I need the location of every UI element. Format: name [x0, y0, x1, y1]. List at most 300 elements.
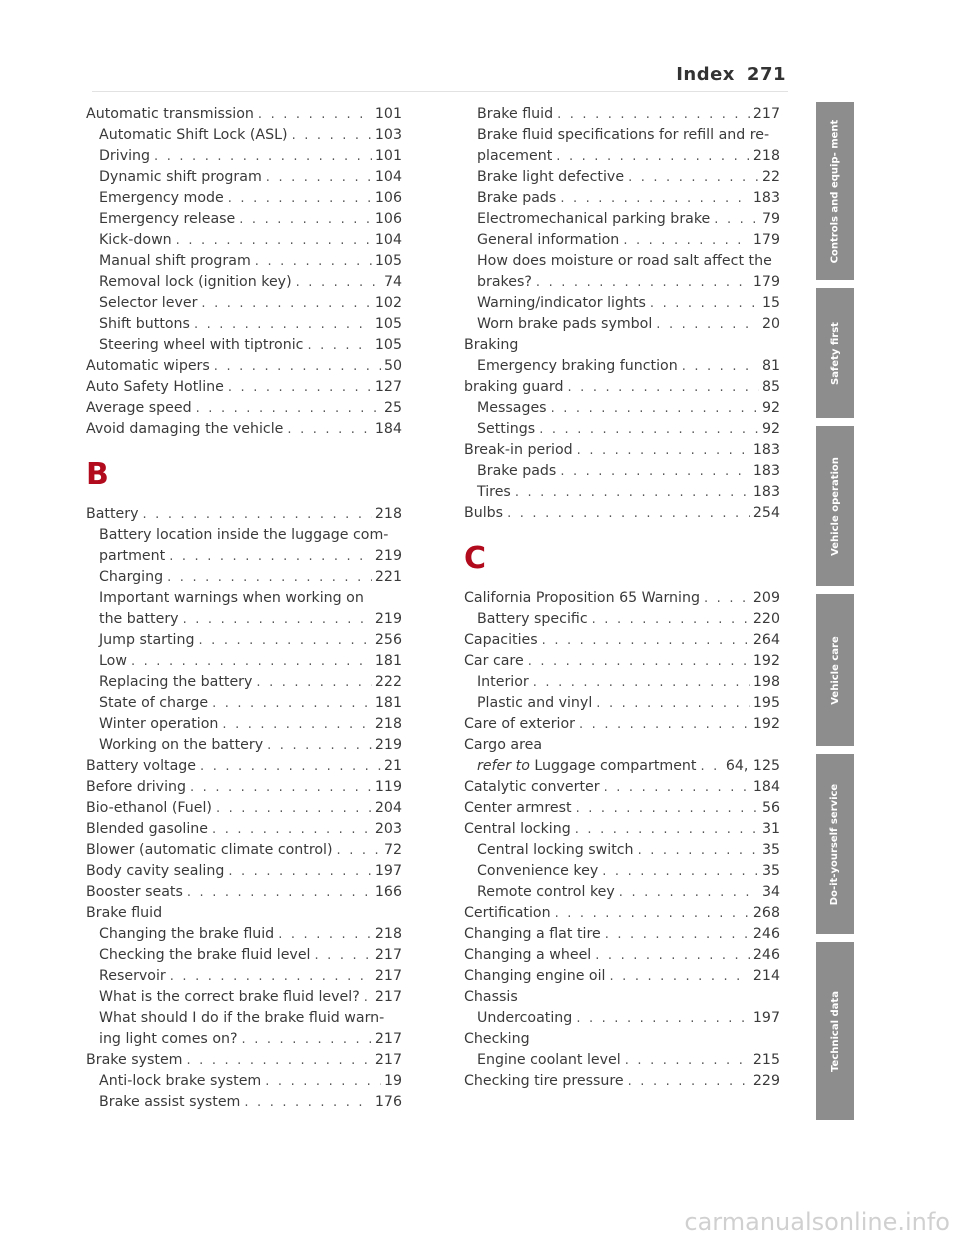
entry-label: Blended gasoline — [86, 821, 209, 837]
entry-page-number: 195 — [752, 695, 780, 711]
index-entry[interactable] — [464, 903, 780, 924]
section-tab[interactable] — [816, 426, 854, 586]
entry-page-number: 203 — [374, 821, 402, 837]
leader-dots — [567, 377, 758, 398]
index-subentry[interactable] — [464, 672, 780, 693]
index-entry[interactable] — [86, 104, 402, 125]
entry-page-number: 215 — [752, 1052, 780, 1068]
index-subentry[interactable] — [464, 882, 780, 903]
index-subentry-line: Brake fluid specifications for refill and re- — [477, 127, 770, 143]
index-subentry[interactable] — [464, 861, 780, 882]
index-subentry[interactable] — [86, 209, 402, 230]
leader-dots — [575, 819, 759, 840]
section-tab[interactable] — [816, 594, 854, 746]
index-subentry[interactable] — [86, 272, 402, 293]
header-title: Index — [676, 64, 735, 85]
index-entry[interactable] — [464, 503, 780, 524]
index-subentry[interactable] — [464, 167, 780, 188]
index-entry[interactable] — [464, 798, 780, 819]
entry-page-number: 256 — [374, 632, 402, 648]
leader-dots — [515, 482, 750, 503]
entry-page-number: 92 — [761, 421, 780, 437]
entry-label: the battery — [99, 611, 179, 627]
index-heading: Cargo area — [464, 737, 543, 753]
entry-label: Automatic Shift Lock (ASL) — [99, 127, 288, 143]
entry-label: Electromechanical parking brake — [477, 211, 711, 227]
index-heading: Chassis — [464, 989, 518, 1005]
index-subentry[interactable] — [464, 188, 780, 209]
leader-dots — [167, 567, 372, 588]
entry-page-number: 56 — [761, 800, 780, 816]
index-entry[interactable] — [86, 882, 402, 903]
entry-label: Car care — [464, 653, 524, 669]
entry-page-number: 119 — [374, 779, 402, 795]
leader-dots — [266, 167, 372, 188]
entry-page-number: 101 — [374, 106, 402, 122]
entry-label: placement — [477, 148, 553, 164]
leader-dots — [143, 504, 372, 525]
entry-label: California Proposition 65 Warning — [464, 590, 700, 606]
leader-dots — [212, 819, 372, 840]
index-subentry[interactable] — [86, 335, 402, 356]
entry-label: Avoid damaging the vehicle — [86, 421, 284, 437]
entry-page-number: 34 — [761, 884, 780, 900]
index-subentry[interactable] — [86, 167, 402, 188]
index-subentry[interactable] — [86, 987, 402, 1008]
entry-label: Manual shift program — [99, 253, 251, 269]
leader-dots — [628, 167, 759, 188]
entry-label: Brake system — [86, 1052, 183, 1068]
entry-label: Center armrest — [464, 800, 572, 816]
entry-label: What is the correct brake fluid level? — [99, 989, 360, 1005]
entry-page-number: 166 — [374, 884, 402, 900]
leader-dots — [154, 146, 372, 167]
leader-dots — [265, 1071, 381, 1092]
entry-label: Engine coolant level — [477, 1052, 621, 1068]
entry-label: Undercoating — [477, 1010, 573, 1026]
entry-label: Brake pads — [477, 463, 557, 479]
entry-label: Brake fluid — [477, 106, 554, 122]
entry-label: Charging — [99, 569, 164, 585]
index-subentry[interactable] — [464, 756, 780, 777]
leader-dots — [187, 882, 372, 903]
index-entry[interactable] — [86, 398, 402, 419]
entry-page-number: 104 — [374, 169, 402, 185]
entry-label: Low — [99, 653, 127, 669]
entry-page-number: 72 — [383, 842, 402, 858]
entry-page-number: 264 — [752, 632, 780, 648]
leader-dots — [602, 861, 759, 882]
entry-page-number: 218 — [374, 506, 402, 522]
index-heading: Brake fluid — [86, 905, 163, 921]
leader-dots — [183, 609, 372, 630]
index-subentry[interactable] — [464, 272, 780, 293]
index-subentry[interactable] — [464, 461, 780, 482]
index-subentry[interactable] — [86, 693, 402, 714]
index-subentry[interactable] — [86, 146, 402, 167]
entry-page-number: 81 — [761, 358, 780, 374]
entry-label: Working on the battery — [99, 737, 264, 753]
leader-dots — [200, 756, 381, 777]
section-tab-label: Vehicle operation — [829, 456, 841, 556]
entry-page-number: 268 — [752, 905, 780, 921]
index-subentry[interactable] — [464, 293, 780, 314]
entry-page-number: 219 — [374, 737, 402, 753]
entry-page-number: 15 — [761, 295, 780, 311]
entry-page-number: 219 — [374, 548, 402, 564]
entry-label: Battery specific — [477, 611, 588, 627]
entry-page-number: 22 — [761, 169, 780, 185]
leader-dots — [579, 714, 750, 735]
index-subentry-line: What should I do if the brake fluid warn- — [99, 1010, 385, 1026]
entry-page-number: 104 — [374, 232, 402, 248]
entry-page-number: 183 — [752, 484, 780, 500]
index-entry[interactable] — [464, 945, 780, 966]
entry-page-number: 102 — [374, 295, 402, 311]
index-entry[interactable] — [464, 924, 780, 945]
index-subentry[interactable] — [464, 314, 780, 335]
index-column-left — [86, 104, 402, 1113]
leader-dots — [315, 945, 372, 966]
index-subentry[interactable] — [86, 672, 402, 693]
leader-dots — [592, 609, 750, 630]
entry-page-number: 179 — [752, 232, 780, 248]
index-entry[interactable] — [464, 1071, 780, 1092]
section-tab-label: Technical data — [829, 990, 841, 1072]
index-subentry[interactable] — [86, 1071, 402, 1092]
entry-page-number: 183 — [752, 463, 780, 479]
entry-page-number: 217 — [374, 989, 402, 1005]
leader-dots — [258, 104, 372, 125]
leader-dots — [507, 503, 750, 524]
entry-label: Changing a flat tire — [464, 926, 601, 942]
leader-dots — [619, 882, 759, 903]
leader-dots — [650, 293, 759, 314]
entry-page-number: 214 — [752, 968, 780, 984]
entry-label: Driving — [99, 148, 151, 164]
index-entry[interactable] — [86, 840, 402, 861]
entry-page-number: 219 — [374, 611, 402, 627]
entry-label: Brake pads — [477, 190, 557, 206]
index-entry[interactable] — [86, 798, 402, 819]
index-subentry[interactable] — [86, 188, 402, 209]
index-subentry[interactable] — [464, 230, 780, 251]
index-heading: Checking — [464, 1031, 530, 1047]
index-subentry[interactable] — [464, 1008, 780, 1029]
header-rule — [92, 91, 788, 92]
leader-dots — [216, 798, 372, 819]
leader-dots — [190, 777, 372, 798]
section-letter: B — [86, 457, 109, 492]
leader-dots — [656, 314, 759, 335]
entry-page-number: 35 — [761, 842, 780, 858]
leader-dots — [533, 672, 750, 693]
entry-page-number: 217 — [374, 947, 402, 963]
leader-dots — [536, 272, 750, 293]
index-entry[interactable] — [86, 504, 402, 525]
entry-label: brakes? — [477, 274, 532, 290]
index-entry[interactable] — [464, 630, 780, 651]
index-entry[interactable] — [86, 777, 402, 798]
entry-page-number: 197 — [374, 863, 402, 879]
leader-dots — [194, 314, 372, 335]
entry-label: Interior — [477, 674, 529, 690]
index-subentry[interactable] — [464, 840, 780, 861]
leader-dots — [595, 945, 750, 966]
entry-label-text: Luggage compartment — [534, 758, 697, 774]
index-subentry[interactable] — [86, 293, 402, 314]
leader-dots — [170, 966, 372, 987]
entry-label: Emergency braking function — [477, 358, 678, 374]
entry-page-number: 217 — [374, 968, 402, 984]
leader-dots — [242, 1029, 372, 1050]
entry-page-number: 222 — [374, 674, 402, 690]
index-subentry[interactable] — [86, 609, 402, 630]
leader-dots — [201, 293, 371, 314]
leader-dots — [239, 209, 372, 230]
entry-page-number: 92 — [761, 400, 780, 416]
entry-page-number: 254 — [752, 505, 780, 521]
page-header — [466, 64, 786, 85]
leader-dots — [577, 440, 750, 461]
entry-page-number: 220 — [752, 611, 780, 627]
leader-dots — [228, 861, 372, 882]
entry-label: Brake assist system — [99, 1094, 241, 1110]
entry-label: Removal lock (ignition key) — [99, 274, 292, 290]
leader-dots — [267, 735, 372, 756]
leader-dots — [199, 630, 372, 651]
leader-dots — [714, 209, 759, 230]
leader-dots — [682, 356, 759, 377]
index-entry[interactable] — [464, 966, 780, 987]
entry-page-number: 64, 125 — [725, 758, 780, 774]
index-entry[interactable] — [464, 440, 780, 461]
entry-label: Worn brake pads symbol — [477, 316, 653, 332]
entry-page-number: 106 — [374, 211, 402, 227]
leader-dots — [625, 1050, 750, 1071]
leader-dots — [228, 377, 372, 398]
entry-page-number: 31 — [761, 821, 780, 837]
entry-page-number: 176 — [374, 1094, 402, 1110]
leader-dots — [169, 546, 372, 567]
index-subentry[interactable] — [464, 693, 780, 714]
leader-dots — [560, 461, 750, 482]
index-column-right — [464, 104, 780, 1092]
index-entry[interactable] — [464, 819, 780, 840]
entry-label: Warning/indicator lights — [477, 295, 646, 311]
entry-label: Emergency mode — [99, 190, 224, 206]
entry-page-number: 218 — [752, 148, 780, 164]
entry-label: Automatic transmission — [86, 106, 254, 122]
entry-page-number: 192 — [752, 653, 780, 669]
index-entry[interactable] — [86, 419, 402, 440]
index-subentry[interactable] — [86, 251, 402, 272]
index-entry[interactable] — [464, 377, 780, 398]
index-subentry[interactable] — [86, 230, 402, 251]
entry-label: Brake light defective — [477, 169, 625, 185]
section-tab-label: Controls and equip- ment — [829, 119, 841, 263]
entry-page-number: 181 — [374, 653, 402, 669]
entry-label: Replacing the battery — [99, 674, 253, 690]
index-entry[interactable] — [86, 377, 402, 398]
entry-page-number: 21 — [383, 758, 402, 774]
index-subentry[interactable] — [86, 651, 402, 672]
index-subentry[interactable] — [86, 945, 402, 966]
entry-label: Settings — [477, 421, 536, 437]
index-entry[interactable] — [464, 651, 780, 672]
entry-label: Kick-down — [99, 232, 172, 248]
index-subentry[interactable] — [464, 209, 780, 230]
entry-page-number: 218 — [374, 926, 402, 942]
entry-page-number: 85 — [761, 379, 780, 395]
leader-dots — [556, 146, 750, 167]
index-entry[interactable] — [86, 861, 402, 882]
index-subentry[interactable] — [464, 104, 780, 125]
entry-page-number: 217 — [374, 1031, 402, 1047]
entry-label: General information — [477, 232, 620, 248]
section-tab[interactable] — [816, 102, 854, 280]
leader-dots — [542, 630, 750, 651]
section-tab[interactable] — [816, 288, 854, 418]
entry-label: Changing a wheel — [464, 947, 592, 963]
entry-page-number: 181 — [374, 695, 402, 711]
entry-label: Dynamic shift program — [99, 169, 262, 185]
section-tab-label: Vehicle care — [829, 635, 841, 705]
leader-dots — [364, 987, 372, 1008]
entry-label: Before driving — [86, 779, 187, 795]
index-subentry[interactable] — [86, 714, 402, 735]
section-tab[interactable] — [816, 942, 854, 1120]
leader-dots — [296, 272, 381, 293]
entry-label: partment — [99, 548, 166, 564]
entry-page-number: 50 — [383, 358, 402, 374]
index-subentry[interactable] — [86, 735, 402, 756]
leader-dots — [287, 419, 372, 440]
entry-label: Changing the brake fluid — [99, 926, 275, 942]
leader-dots — [551, 398, 759, 419]
entry-label: Checking the brake fluid level — [99, 947, 311, 963]
index-entry[interactable] — [464, 777, 780, 798]
entry-page-number: 246 — [752, 947, 780, 963]
entry-label: Automatic wipers — [86, 358, 210, 374]
index-subentry[interactable] — [86, 1029, 402, 1050]
entry-page-number: 183 — [752, 442, 780, 458]
index-subentry[interactable] — [86, 567, 402, 588]
index-entry[interactable] — [464, 714, 780, 735]
index-subentry[interactable] — [464, 398, 780, 419]
index-subentry[interactable] — [86, 966, 402, 987]
section-letter: C — [464, 541, 487, 576]
index-subentry[interactable] — [86, 630, 402, 651]
entry-label: Blower (automatic climate control) — [86, 842, 333, 858]
entry-label: Selector lever — [99, 295, 198, 311]
index-subentry-line: Important warnings when working on — [99, 590, 364, 606]
index-subentry[interactable] — [464, 356, 780, 377]
entry-label: Plastic and vinyl — [477, 695, 593, 711]
entry-page-number: 184 — [752, 779, 780, 795]
refer-to-text: refer to — [477, 758, 530, 774]
index-subentry[interactable] — [86, 314, 402, 335]
entry-label: braking guard — [464, 379, 564, 395]
leader-dots — [214, 356, 381, 377]
index-subentry[interactable] — [464, 146, 780, 167]
index-subentry[interactable] — [464, 1050, 780, 1071]
index-entry[interactable] — [86, 1050, 402, 1071]
entry-label: Winter operation — [99, 716, 219, 732]
entry-label: Tires — [477, 484, 511, 500]
entry-page-number: 19 — [383, 1073, 402, 1089]
entry-label: Battery voltage — [86, 758, 197, 774]
leader-dots — [244, 1092, 372, 1113]
entry-page-number: 192 — [752, 716, 780, 732]
index-subentry[interactable] — [464, 419, 780, 440]
index-entry[interactable] — [86, 756, 402, 777]
entry-page-number: 179 — [752, 274, 780, 290]
leader-dots — [187, 1050, 372, 1071]
index-entry[interactable] — [86, 819, 402, 840]
index-subentry[interactable] — [86, 1092, 402, 1113]
entry-label: Care of exterior — [464, 716, 575, 732]
leader-dots — [307, 335, 371, 356]
index-subentry[interactable] — [464, 609, 780, 630]
leader-dots — [605, 924, 750, 945]
entry-page-number: 25 — [383, 400, 402, 416]
entry-label: Central locking — [464, 821, 571, 837]
entry-page-number: 105 — [374, 316, 402, 332]
section-tab[interactable] — [816, 754, 854, 934]
entry-page-number: 221 — [374, 569, 402, 585]
leader-dots — [255, 251, 372, 272]
entry-label: Certification — [464, 905, 551, 921]
leader-dots — [704, 588, 750, 609]
entry-label: Battery — [86, 506, 139, 522]
leader-dots — [131, 651, 372, 672]
leader-dots — [628, 1071, 750, 1092]
entry-page-number: 103 — [374, 127, 402, 143]
entry-label: Changing engine oil — [464, 968, 606, 984]
index-subentry[interactable] — [464, 482, 780, 503]
index-subentry[interactable] — [86, 924, 402, 945]
entry-page-number: 105 — [374, 337, 402, 353]
entry-label: Steering wheel with tiptronic — [99, 337, 304, 353]
entry-label: Checking tire pressure — [464, 1073, 624, 1089]
entry-page-number: 229 — [752, 1073, 780, 1089]
leader-dots — [176, 230, 372, 251]
entry-label: Central locking switch — [477, 842, 634, 858]
index-heading: Braking — [464, 337, 519, 353]
page-number: 271 — [746, 64, 786, 85]
entry-label: Shift buttons — [99, 316, 190, 332]
entry-page-number: 127 — [374, 379, 402, 395]
entry-page-number: 204 — [374, 800, 402, 816]
index-entry[interactable] — [464, 588, 780, 609]
leader-dots — [560, 188, 750, 209]
entry-page-number: 217 — [374, 1052, 402, 1068]
entry-label: Break-in period — [464, 442, 573, 458]
index-subentry[interactable] — [86, 546, 402, 567]
entry-label: Catalytic converter — [464, 779, 600, 795]
leader-dots — [228, 188, 372, 209]
leader-dots — [212, 693, 372, 714]
index-subentry[interactable] — [86, 125, 402, 146]
entry-page-number: 246 — [752, 926, 780, 942]
entry-label: Average speed — [86, 400, 192, 416]
leader-dots — [610, 966, 750, 987]
leader-dots — [528, 651, 750, 672]
entry-page-number: 20 — [761, 316, 780, 332]
leader-dots — [222, 714, 372, 735]
index-entry[interactable] — [86, 356, 402, 377]
